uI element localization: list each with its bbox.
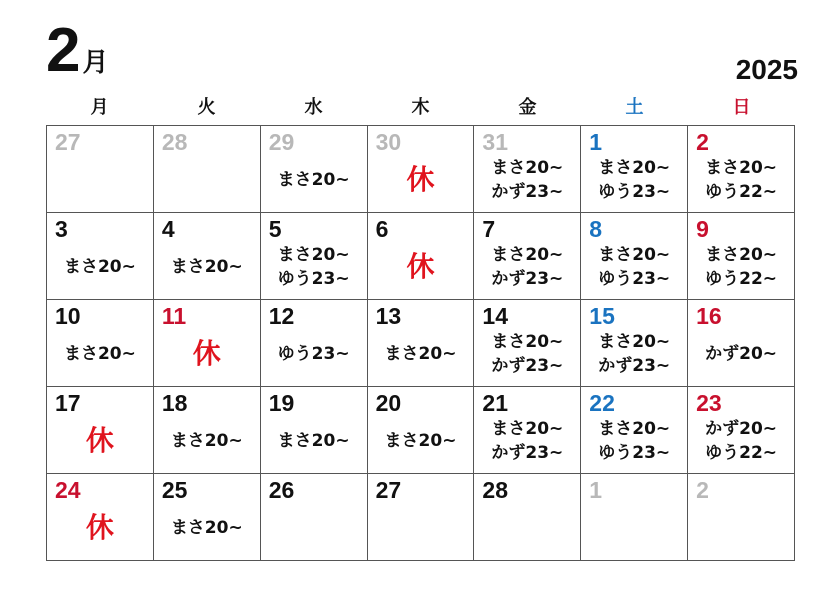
weekday-label: 金 (518, 97, 537, 118)
day-cell[interactable] (474, 474, 581, 561)
day-number: 19 (268, 390, 295, 416)
shift-entry: まさ20~ (170, 257, 243, 277)
shift-entry: まさ20~ (598, 245, 671, 265)
day-number: 28 (482, 477, 509, 503)
day-entries (47, 326, 153, 382)
day-entries (47, 413, 153, 469)
day-entries (47, 500, 153, 556)
day-number: 12 (268, 303, 295, 329)
holiday-mark: 休 (192, 337, 221, 370)
day-entries (581, 239, 687, 295)
day-entries (154, 326, 260, 382)
day-number: 1 (589, 129, 603, 155)
weekday-label: 土 (625, 97, 644, 118)
day-number: 8 (589, 216, 603, 242)
shift-entry: まさ20~ (491, 419, 564, 439)
day-entries (474, 500, 580, 556)
day-cell[interactable] (368, 387, 475, 474)
day-number: 16 (696, 303, 722, 329)
shift-entry: ゆう22~ (705, 443, 778, 463)
day-cell[interactable] (688, 387, 795, 474)
day-entries (688, 500, 794, 556)
day-cell[interactable] (688, 126, 795, 213)
day-entries (154, 239, 260, 295)
shift-entry: まさ20~ (598, 158, 671, 178)
day-number: 22 (589, 390, 615, 416)
day-number: 14 (482, 303, 509, 329)
shift-entry: まさ20~ (491, 158, 564, 178)
day-entries (688, 413, 794, 469)
month-number: 2 (46, 16, 79, 85)
month-title (46, 16, 109, 85)
day-number: 2 (696, 477, 709, 503)
shift-entry: かず23~ (491, 182, 564, 202)
shift-entry: かず23~ (491, 269, 564, 289)
shift-entry: まさ20~ (170, 518, 243, 538)
shift-entry: まさ20~ (705, 158, 778, 178)
day-cell[interactable] (581, 387, 688, 474)
weekday-label: 水 (304, 97, 323, 118)
shift-entry: まさ20~ (491, 245, 564, 265)
weekday-label: 火 (197, 97, 216, 118)
day-entries (474, 413, 580, 469)
day-number: 10 (55, 303, 81, 329)
day-entries (581, 413, 687, 469)
shift-entry: ゆう22~ (705, 269, 778, 289)
day-cell[interactable] (47, 213, 154, 300)
day-cell[interactable] (474, 126, 581, 213)
day-entries (474, 239, 580, 295)
day-cell[interactable] (368, 300, 475, 387)
shift-entry: まさ20~ (277, 170, 350, 190)
day-entries (688, 326, 794, 382)
day-entries (368, 326, 474, 382)
day-entries (368, 413, 474, 469)
day-cell[interactable] (368, 213, 475, 300)
day-entries (368, 500, 474, 556)
day-cell[interactable] (261, 213, 368, 300)
shift-entry: まさ20~ (63, 257, 136, 277)
shift-entry: まさ20~ (598, 332, 671, 352)
holiday-mark: 休 (85, 511, 114, 544)
day-cell[interactable] (47, 474, 154, 561)
weekday-header-row (46, 96, 795, 120)
day-number: 27 (375, 477, 402, 503)
day-entries (581, 326, 687, 382)
day-entries (474, 152, 580, 208)
day-entries (368, 239, 474, 295)
day-cell[interactable] (47, 387, 154, 474)
day-cell[interactable] (581, 213, 688, 300)
shift-entry: まさ20~ (170, 431, 243, 451)
day-entries (154, 500, 260, 556)
day-number: 27 (55, 129, 81, 155)
shift-entry: まさ20~ (63, 344, 136, 364)
calendar-grid (46, 125, 795, 561)
day-cell[interactable] (261, 300, 368, 387)
shift-entry: ゆう22~ (705, 182, 778, 202)
shift-entry: ゆう23~ (598, 182, 671, 202)
day-number: 18 (161, 390, 188, 416)
day-number: 21 (482, 390, 509, 416)
day-number: 23 (696, 390, 722, 416)
day-number: 28 (161, 129, 188, 155)
day-cell[interactable] (581, 126, 688, 213)
day-cell[interactable] (581, 474, 688, 561)
shift-entry: まさ20~ (384, 431, 457, 451)
shift-entry: まさ20~ (705, 245, 778, 265)
day-cell[interactable] (474, 387, 581, 474)
shift-entry: かず20~ (705, 419, 778, 439)
shift-entry: まさ20~ (277, 431, 350, 451)
day-entries (47, 239, 153, 295)
day-entries (688, 239, 794, 295)
shift-entry: まさ20~ (384, 344, 457, 364)
day-number: 5 (268, 216, 282, 242)
day-number: 3 (55, 216, 68, 242)
day-cell[interactable] (47, 126, 154, 213)
day-number: 9 (696, 216, 709, 242)
day-entries (261, 152, 367, 208)
shift-entry: かず23~ (491, 356, 564, 376)
day-entries (261, 239, 367, 295)
shift-entry: かず23~ (598, 356, 671, 376)
day-cell[interactable] (688, 474, 795, 561)
shift-entry: ゆう23~ (598, 443, 671, 463)
day-number: 15 (589, 303, 615, 329)
day-number: 6 (375, 216, 389, 242)
day-cell[interactable] (368, 474, 475, 561)
shift-entry: まさ20~ (598, 419, 671, 439)
day-cell[interactable] (154, 126, 261, 213)
day-cell[interactable] (474, 300, 581, 387)
day-number: 4 (161, 216, 175, 242)
weekday-label: 月 (90, 97, 109, 118)
day-cell[interactable] (688, 213, 795, 300)
day-entries (581, 500, 687, 556)
shift-entry: ゆう23~ (277, 269, 350, 289)
day-entries (154, 413, 260, 469)
day-number: 2 (696, 129, 709, 155)
shift-entry: まさ20~ (491, 332, 564, 352)
day-cell[interactable] (154, 474, 261, 561)
day-entries (261, 413, 367, 469)
shift-entry: ゆう23~ (598, 269, 671, 289)
day-cell[interactable] (688, 300, 795, 387)
holiday-mark: 休 (406, 250, 435, 283)
day-cell[interactable] (154, 213, 261, 300)
day-cell[interactable] (474, 213, 581, 300)
day-number: 20 (375, 390, 402, 416)
day-number: 30 (375, 129, 402, 155)
day-number: 26 (268, 477, 295, 503)
day-number: 29 (268, 129, 295, 155)
day-cell[interactable] (261, 474, 368, 561)
day-number: 31 (482, 129, 509, 155)
day-cell[interactable] (261, 126, 368, 213)
day-number: 11 (161, 303, 187, 329)
weekday-label: 木 (411, 97, 430, 118)
day-number: 13 (375, 303, 402, 329)
year-label: 2025 (735, 54, 798, 85)
day-number: 1 (589, 477, 603, 503)
day-entries (688, 152, 794, 208)
day-cell[interactable] (581, 300, 688, 387)
day-entries (261, 500, 367, 556)
day-entries (154, 152, 260, 208)
day-cell[interactable] (154, 300, 261, 387)
day-number: 25 (161, 477, 188, 503)
day-cell[interactable] (47, 300, 154, 387)
day-cell[interactable] (261, 387, 368, 474)
day-cell[interactable] (368, 126, 475, 213)
day-entries (368, 152, 474, 208)
shift-entry: かず23~ (491, 443, 564, 463)
day-number: 7 (482, 216, 496, 242)
day-entries (474, 326, 580, 382)
day-entries (261, 326, 367, 382)
holiday-mark: 休 (406, 163, 435, 196)
day-entries (581, 152, 687, 208)
day-number: 24 (55, 477, 81, 503)
shift-entry: かず20~ (705, 344, 778, 364)
day-entries (47, 152, 153, 208)
shift-entry: まさ20~ (277, 245, 350, 265)
day-cell[interactable] (154, 387, 261, 474)
month-unit: 月 (82, 48, 109, 78)
day-number: 17 (55, 390, 81, 416)
weekday-label: 日 (732, 97, 751, 118)
shift-entry: ゆう23~ (277, 344, 350, 364)
holiday-mark: 休 (85, 424, 114, 457)
